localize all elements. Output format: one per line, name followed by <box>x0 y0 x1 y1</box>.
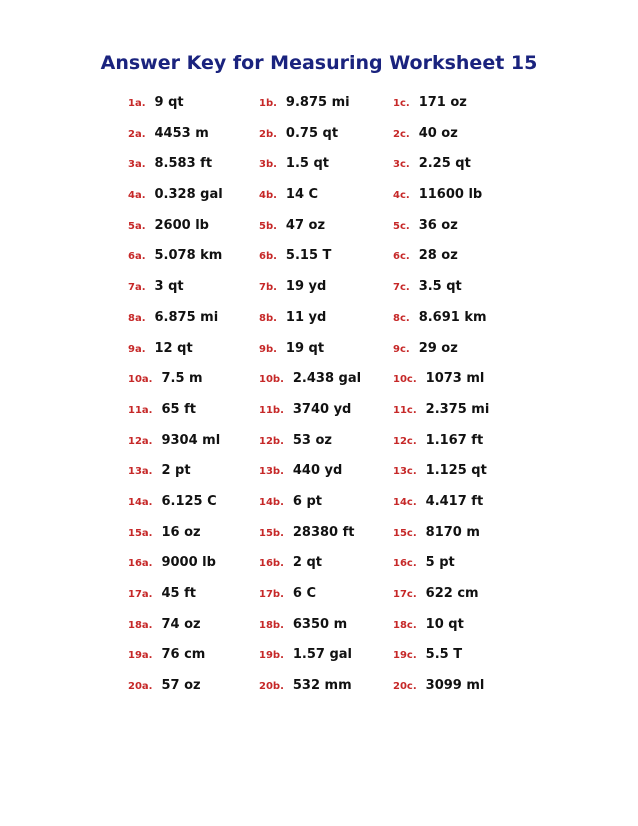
answer-value: 19 yd <box>285 279 327 295</box>
answer-item <box>393 463 487 478</box>
answer-item <box>393 310 487 325</box>
answer-value: 19 qt <box>285 340 325 356</box>
question-number: 13b. <box>259 466 284 478</box>
question-number: 8b. <box>259 312 277 324</box>
answer-row <box>0 126 638 157</box>
page-title: Answer Key for Measuring Worksheet 15 <box>100 52 538 74</box>
answer-value: 0.328 gal <box>154 187 223 203</box>
answer-row <box>0 248 638 279</box>
question-number: 10c. <box>393 374 417 386</box>
question-number: 9b. <box>259 343 277 355</box>
answer-value: 2.438 gal <box>292 371 362 387</box>
answer-row <box>0 586 638 617</box>
answer-item <box>393 218 458 233</box>
answer-item <box>128 187 223 202</box>
answer-item <box>128 341 193 356</box>
question-number: 15b. <box>259 527 284 539</box>
question-number: 4c. <box>393 190 410 202</box>
answer-item <box>259 218 325 233</box>
answer-item <box>128 310 218 325</box>
answer-value: 47 oz <box>285 217 326 233</box>
answer-value: 6.125 C <box>161 493 217 509</box>
answer-value: 3 qt <box>154 279 184 295</box>
answer-item <box>128 402 196 417</box>
answer-value: 8170 m <box>425 524 480 540</box>
question-number: 19a. <box>128 650 153 662</box>
answer-item <box>259 494 322 509</box>
question-number: 14a. <box>128 496 153 508</box>
question-number: 3c. <box>393 159 410 171</box>
answer-grid <box>0 95 638 709</box>
question-number: 16c. <box>393 558 417 570</box>
answer-item <box>128 156 212 171</box>
answer-value: 4453 m <box>154 125 209 141</box>
answer-item <box>128 525 201 540</box>
answer-item <box>393 156 471 171</box>
answer-item <box>259 402 351 417</box>
answer-value: 45 ft <box>161 586 196 601</box>
answer-row <box>0 187 638 218</box>
answer-item <box>259 126 338 141</box>
answer-value: 440 yd <box>292 463 343 479</box>
question-number: 17b. <box>259 589 284 600</box>
answer-value: 65 ft <box>161 401 196 417</box>
question-number: 11a. <box>128 404 153 416</box>
answer-item <box>393 433 483 448</box>
answer-value: 2 pt <box>161 463 191 479</box>
answer-row <box>0 371 638 402</box>
question-number: 7b. <box>259 282 277 294</box>
answer-item <box>259 279 326 294</box>
question-number: 10b. <box>259 374 284 386</box>
question-number: 14b. <box>259 496 284 508</box>
answer-row <box>0 310 638 341</box>
answer-item <box>128 555 216 570</box>
answer-row <box>0 617 638 648</box>
answer-row <box>0 279 638 310</box>
answer-value: 1073 ml <box>425 371 485 387</box>
answer-value: 16 oz <box>161 524 201 540</box>
answer-item <box>128 494 217 509</box>
answer-item <box>259 371 361 386</box>
answer-item <box>259 617 347 632</box>
question-number: 2b. <box>259 128 277 140</box>
question-number: 10a. <box>128 374 153 386</box>
question-number: 13a. <box>128 466 153 478</box>
answer-value: 622 cm <box>425 586 479 601</box>
answer-value: 5 pt <box>425 555 455 571</box>
question-number: 8c. <box>393 312 410 324</box>
answer-item <box>393 525 480 540</box>
question-number: 1a. <box>128 98 146 109</box>
answer-value: 74 oz <box>161 616 201 632</box>
answer-value: 532 mm <box>292 678 352 694</box>
answer-row <box>0 555 638 586</box>
answer-item <box>393 586 479 601</box>
answer-item <box>393 494 483 509</box>
question-number: 3a. <box>128 159 146 171</box>
answer-value: 11600 lb <box>418 187 483 203</box>
question-number: 16b. <box>259 558 284 570</box>
answer-item <box>259 248 331 263</box>
answer-item <box>259 433 332 448</box>
answer-item <box>393 402 489 417</box>
answer-item <box>128 647 205 662</box>
answer-value: 9 qt <box>154 95 184 110</box>
answer-value: 9000 lb <box>161 555 216 571</box>
answer-item <box>259 341 324 356</box>
answer-row <box>0 156 638 187</box>
answer-item <box>259 187 318 202</box>
answer-value: 0.75 qt <box>285 125 339 141</box>
question-number: 7c. <box>393 282 410 294</box>
answer-item <box>259 95 350 110</box>
question-number: 5a. <box>128 220 146 232</box>
answer-item <box>393 248 458 263</box>
question-number: 8a. <box>128 312 146 324</box>
question-number: 13c. <box>393 466 417 478</box>
answer-value: 5.078 km <box>154 248 223 264</box>
answer-item <box>128 279 184 294</box>
answer-item <box>128 371 203 386</box>
answer-value: 2.25 qt <box>418 156 471 172</box>
question-number: 17c. <box>393 589 417 600</box>
answer-value: 6 C <box>292 586 316 601</box>
question-number: 12a. <box>128 435 153 447</box>
answer-item <box>128 218 209 233</box>
answer-value: 40 oz <box>418 125 458 141</box>
question-number: 16a. <box>128 558 153 570</box>
question-number: 20c. <box>393 681 417 693</box>
answer-value: 3099 ml <box>425 678 485 694</box>
answer-value: 1.167 ft <box>425 432 484 448</box>
question-number: 7a. <box>128 282 146 294</box>
answer-value: 28380 ft <box>292 524 355 540</box>
answer-value: 76 cm <box>161 647 206 663</box>
question-number: 12b. <box>259 435 284 447</box>
question-number: 12c. <box>393 435 417 447</box>
question-number: 5c. <box>393 220 410 232</box>
answer-value: 1.125 qt <box>425 463 487 479</box>
answer-item <box>393 371 484 386</box>
answer-item <box>393 647 462 662</box>
answer-row <box>0 341 638 372</box>
question-number: 14c. <box>393 496 417 508</box>
question-number: 20a. <box>128 681 153 693</box>
answer-value: 5.15 T <box>285 248 332 264</box>
answer-value: 9.875 mi <box>285 95 350 110</box>
question-number: 19c. <box>393 650 417 662</box>
answer-row <box>0 218 638 249</box>
question-number: 4b. <box>259 190 277 202</box>
answer-value: 9304 ml <box>161 432 221 448</box>
question-number: 6b. <box>259 251 277 263</box>
answer-value: 4.417 ft <box>425 493 484 509</box>
question-number: 15c. <box>393 527 417 539</box>
answer-item <box>393 555 455 570</box>
answer-item <box>128 678 201 693</box>
answer-row <box>0 95 638 126</box>
answer-item <box>393 617 464 632</box>
answer-value: 28 oz <box>418 248 458 264</box>
question-number: 11c. <box>393 404 417 416</box>
question-number: 9a. <box>128 343 146 355</box>
question-number: 18a. <box>128 619 153 631</box>
answer-value: 2.375 mi <box>425 401 490 417</box>
question-number: 15a. <box>128 527 153 539</box>
answer-value: 171 oz <box>418 95 467 110</box>
question-number: 4a. <box>128 190 146 202</box>
answer-value: 53 oz <box>292 432 332 448</box>
answer-value: 1.57 gal <box>292 647 353 663</box>
answer-value: 6.875 mi <box>154 309 219 325</box>
answer-item <box>393 341 458 356</box>
answer-row <box>0 433 638 464</box>
question-number: 5b. <box>259 220 277 232</box>
answer-value: 12 qt <box>154 340 193 356</box>
question-number: 2a. <box>128 128 146 140</box>
answer-item <box>259 310 326 325</box>
answer-item <box>393 279 462 294</box>
question-number: 3b. <box>259 159 277 171</box>
question-number: 19b. <box>259 650 284 662</box>
answer-value: 14 C <box>285 187 319 203</box>
answer-value: 10 qt <box>425 616 464 632</box>
answer-value: 5.5 T <box>425 647 463 663</box>
answer-value: 57 oz <box>161 678 201 694</box>
answer-value: 1.5 qt <box>285 156 329 172</box>
answer-value: 2600 lb <box>154 217 209 233</box>
answer-item <box>259 586 316 601</box>
answer-row <box>0 678 638 709</box>
answer-item <box>128 586 196 601</box>
answer-item <box>259 678 352 693</box>
answer-value: 6 pt <box>292 493 322 509</box>
question-number: 1c. <box>393 98 410 109</box>
question-number: 6c. <box>393 251 410 263</box>
question-number: 2c. <box>393 128 410 140</box>
question-number: 6a. <box>128 251 146 263</box>
answer-value: 6350 m <box>292 616 348 632</box>
answer-value: 2 qt <box>292 555 322 571</box>
answer-item <box>128 433 220 448</box>
answer-row <box>0 525 638 556</box>
answer-item <box>393 126 458 141</box>
question-number: 18c. <box>393 619 417 631</box>
question-number: 17a. <box>128 589 153 600</box>
answer-value: 8.583 ft <box>154 156 213 172</box>
answer-row <box>0 494 638 525</box>
answer-item <box>128 463 191 478</box>
answer-item <box>128 248 222 263</box>
answer-value: 8.691 km <box>418 309 487 325</box>
answer-item <box>128 617 201 632</box>
answer-item <box>259 647 352 662</box>
answer-value: 3740 yd <box>292 401 352 417</box>
answer-item <box>128 95 184 110</box>
answer-item <box>259 555 322 570</box>
question-number: 11b. <box>259 404 284 416</box>
answer-item <box>259 525 355 540</box>
question-number: 9c. <box>393 343 410 355</box>
answer-value: 11 yd <box>285 309 327 325</box>
answer-value: 3.5 qt <box>418 279 462 295</box>
answer-row <box>0 463 638 494</box>
question-number: 1b. <box>259 98 277 109</box>
question-number: 20b. <box>259 681 284 693</box>
answer-item <box>393 678 484 693</box>
answer-row <box>0 647 638 678</box>
answer-item <box>393 95 467 110</box>
answer-value: 36 oz <box>418 217 458 233</box>
answer-item <box>259 156 329 171</box>
answer-row <box>0 402 638 433</box>
answer-value: 7.5 m <box>161 371 203 387</box>
answer-value: 29 oz <box>418 340 458 356</box>
answer-item <box>259 463 342 478</box>
answer-item <box>128 126 209 141</box>
question-number: 18b. <box>259 619 284 631</box>
answer-item <box>393 187 482 202</box>
